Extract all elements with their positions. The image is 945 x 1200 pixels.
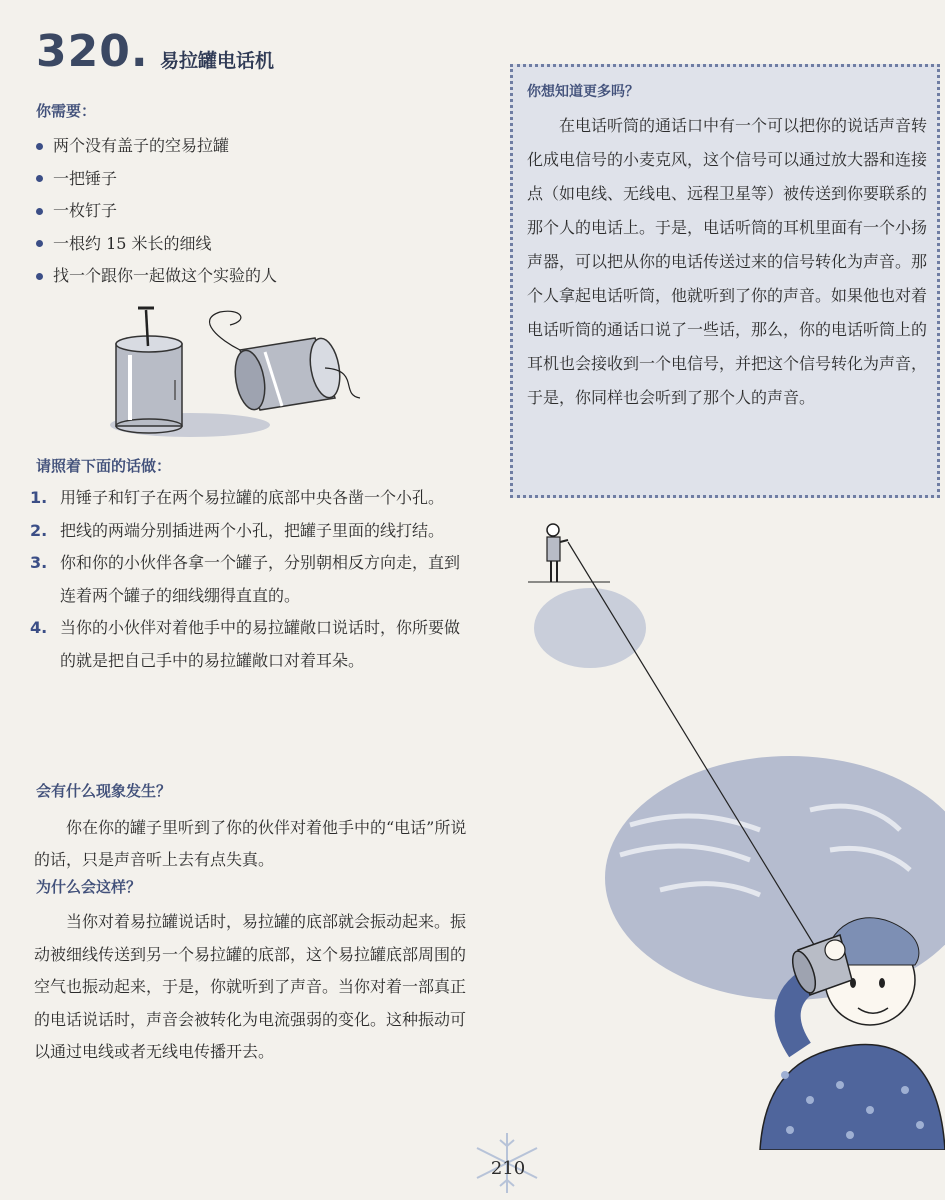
step-item: 1. 用锤子和钉子在两个易拉罐的底部中央各凿一个小孔。 [30,488,445,507]
step-item: 4. 当你的小伙伴对着他手中的易拉罐敞口说话时，你所要做的就是把自己手中的易拉罐敞口对着耳朵。 [30,618,461,670]
list-item: 找一个跟你一起做这个实验的人 [36,260,277,293]
cans-illustration [100,300,400,440]
step-item: 3. 你和你的小伙伴各拿一个罐子，分别朝相反方向走，直到连着两个罐子的细线绷得直直的。 [30,553,461,605]
string-coil-icon [210,311,241,350]
distant-person-icon [528,524,610,582]
explanation-text: 当你对着易拉罐说话时，易拉罐的底部就会振动起来。振动被细线传送到另一个易拉罐的底部，这个易拉罐底部周围的空气也振动起来，于是，你就听到了声音。当你对着一部真正的电话说话时，声音会被转化为电流强弱的变化。这种振动可以通过电线或者无线电传播开去。 [34,912,467,1061]
bullet-icon [36,240,43,247]
result-text: 你在你的罐子里听到了你的伙伴对着他手中的“电话”所说的话，只是声音听上去有点失真。 [34,818,467,869]
list-item: 两个没有盖子的空易拉罐 [36,130,277,163]
more-info-text: 在电话听筒的通话口中有一个可以把你的说话声音转化成电信号的小麦克风，这个信号可以通过放大器和连接点（如电线、无线电、远程卫星等）被传送到你要联系的那个人的电话上。于是，电话听筒的耳机里面有一个小扬声器，可以把从你的电话传送过来的信号转化为声音。那个人拿起电话听筒，他就听到了你的声音。如果他也对着电话听筒的通话口说了一些话，那么，你的电话听筒上的耳机也会接收到一个电信号，并把这个信号转化为声音，于是，你同样也会听到了那个人的声音。 [527,116,928,407]
bullet-icon [36,273,43,280]
materials-heading: 你需要： [36,102,97,120]
list-item: 一把锤子 [36,163,277,196]
more-info-heading: 你想知道更多吗？ [527,84,639,100]
bullet-icon [36,175,43,182]
upright-can-icon [116,336,182,433]
experiment-number: 320. [36,26,149,77]
step-item: 2. 把线的两端分别插进两个小孔，把罐子里面的线打结。 [30,520,445,540]
more-info-box [510,64,940,498]
result-heading: 会有什么现象发生？ [36,782,172,800]
page-number: 210 [490,1158,526,1179]
bullet-icon [36,143,43,150]
phone-call-illustration [510,510,945,1150]
list-item: 一枚钉子 [36,195,277,228]
materials-list [36,130,277,293]
list-item: 一根约 15 米长的细线 [36,228,277,261]
explanation-heading: 为什么会这样？ [36,878,142,896]
steps-heading: 请照着下面的话做： [36,457,172,475]
steps-list [30,482,470,677]
bullet-icon [36,208,43,215]
lying-can-icon [231,336,344,412]
small-shadow-shape [534,588,646,668]
experiment-title: 易拉罐电话机 [160,50,275,72]
